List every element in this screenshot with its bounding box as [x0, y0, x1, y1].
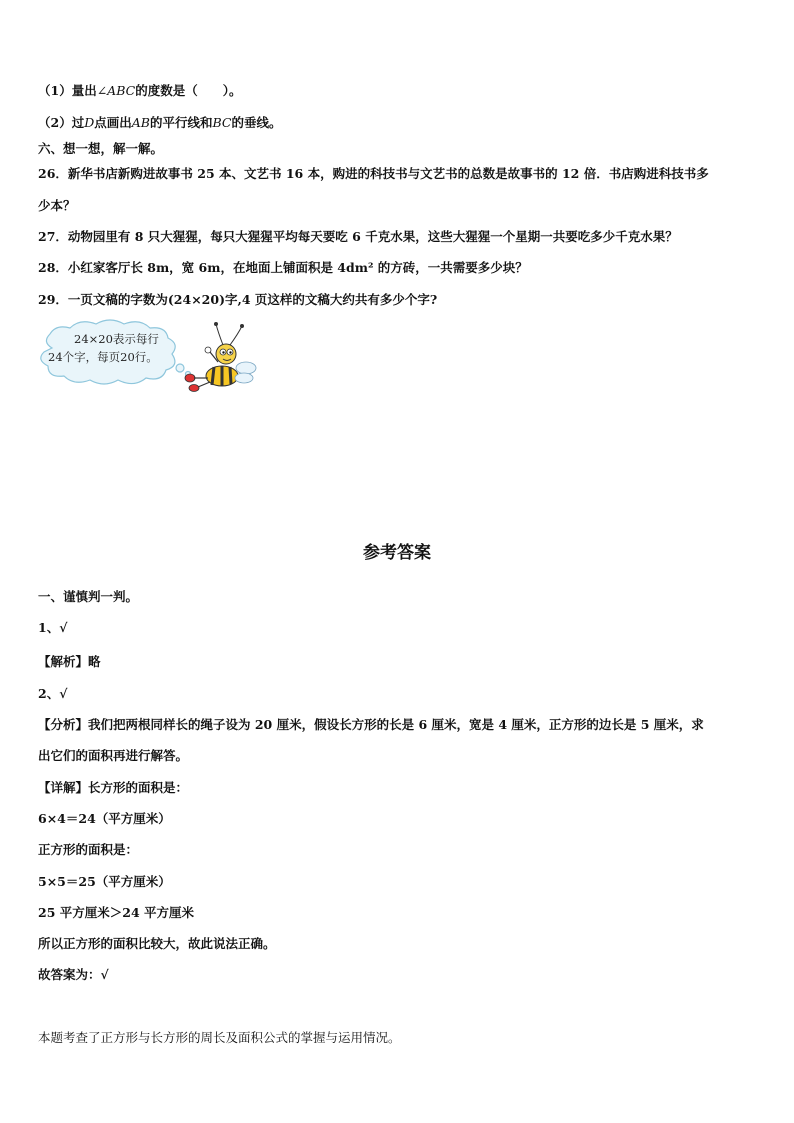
answer-2-analysis-line2: 出它们的面积再进行解答。 [38, 748, 189, 763]
q1-prefix: （1）量出 [38, 83, 97, 98]
q2-ab: AB [131, 115, 150, 130]
calculation-square: 5×5＝25（平方厘米） [38, 874, 171, 889]
answers-title: 参考答案 [363, 543, 431, 563]
answer-2: 2、√ [38, 686, 68, 701]
section-6-heading: 六、想一想，解一解。 [38, 141, 164, 156]
question-2-line [38, 115, 281, 131]
cloud-line-1: 24×20表示每行 [74, 332, 159, 346]
summary-note: 本题考查了正方形与长方形的周长及面积公式的掌握与运用情况。 [38, 1030, 401, 1045]
conclusion: 所以正方形的面积比较大，故此说法正确。 [38, 936, 276, 951]
answer-1: 1、√ [38, 620, 68, 635]
question-26-line1: 26．新华书店新购进故事书 25 本、文艺书 16 本，购进的科技书与文艺书的总数是故事书的 12 倍．书店购进科技书多 [38, 166, 709, 181]
q2-mid2: 的平行线和 [149, 115, 213, 130]
bee-icon [185, 322, 256, 392]
answers-section-1: 一、谨慎判一判。 [38, 589, 139, 604]
answer-1-analysis: 【解析】略 [38, 654, 101, 669]
q1-angle: ∠ABC [96, 83, 136, 98]
question-28: 28．小红家客厅长 8m，宽 6m，在地面上铺面积是 4dm² 的方砖，一共需要多少块？ [38, 260, 528, 275]
q1-suffix: 的度数是（ ）。 [135, 83, 242, 98]
calculation-rectangle: 6×4＝24（平方厘米） [38, 811, 171, 826]
final-answer: 故答案为：√ [38, 967, 109, 982]
answer-2-analysis-line1: 【分析】我们把两根同样长的绳子设为 20 厘米，假设长方形的长是 6 厘米，宽是 4 厘米，正方形的边长是 5 厘米，求 [38, 717, 704, 732]
area-comparison: 25 平方厘米＞24 平方厘米 [38, 905, 194, 920]
q2-prefix: （2）过 [38, 115, 85, 130]
question-29: 29．一页文稿的字数为(24×20)字,4 页这样的文稿大约共有多少个字? [38, 292, 438, 307]
q2-point: D [84, 115, 95, 130]
question-27: 27．动物园里有 8 只大猩猩，每只大猩猩平均每天要吃 6 千克水果，这些大猩猩一个星期一共要吃多少千克水果？ [38, 229, 678, 244]
question-1-line [38, 83, 241, 99]
question-26-line2: 少本？ [38, 198, 76, 213]
q2-mid1: 点画出 [94, 115, 132, 130]
cloud-line-2: 24个字，每页20行。 [48, 350, 158, 364]
q2-bc: BC [212, 115, 232, 130]
answer-2-detail: 【详解】长方形的面积是： [38, 780, 189, 795]
square-area-label: 正方形的面积是： [38, 842, 139, 857]
q2-suffix: 的垂线。 [231, 115, 282, 130]
